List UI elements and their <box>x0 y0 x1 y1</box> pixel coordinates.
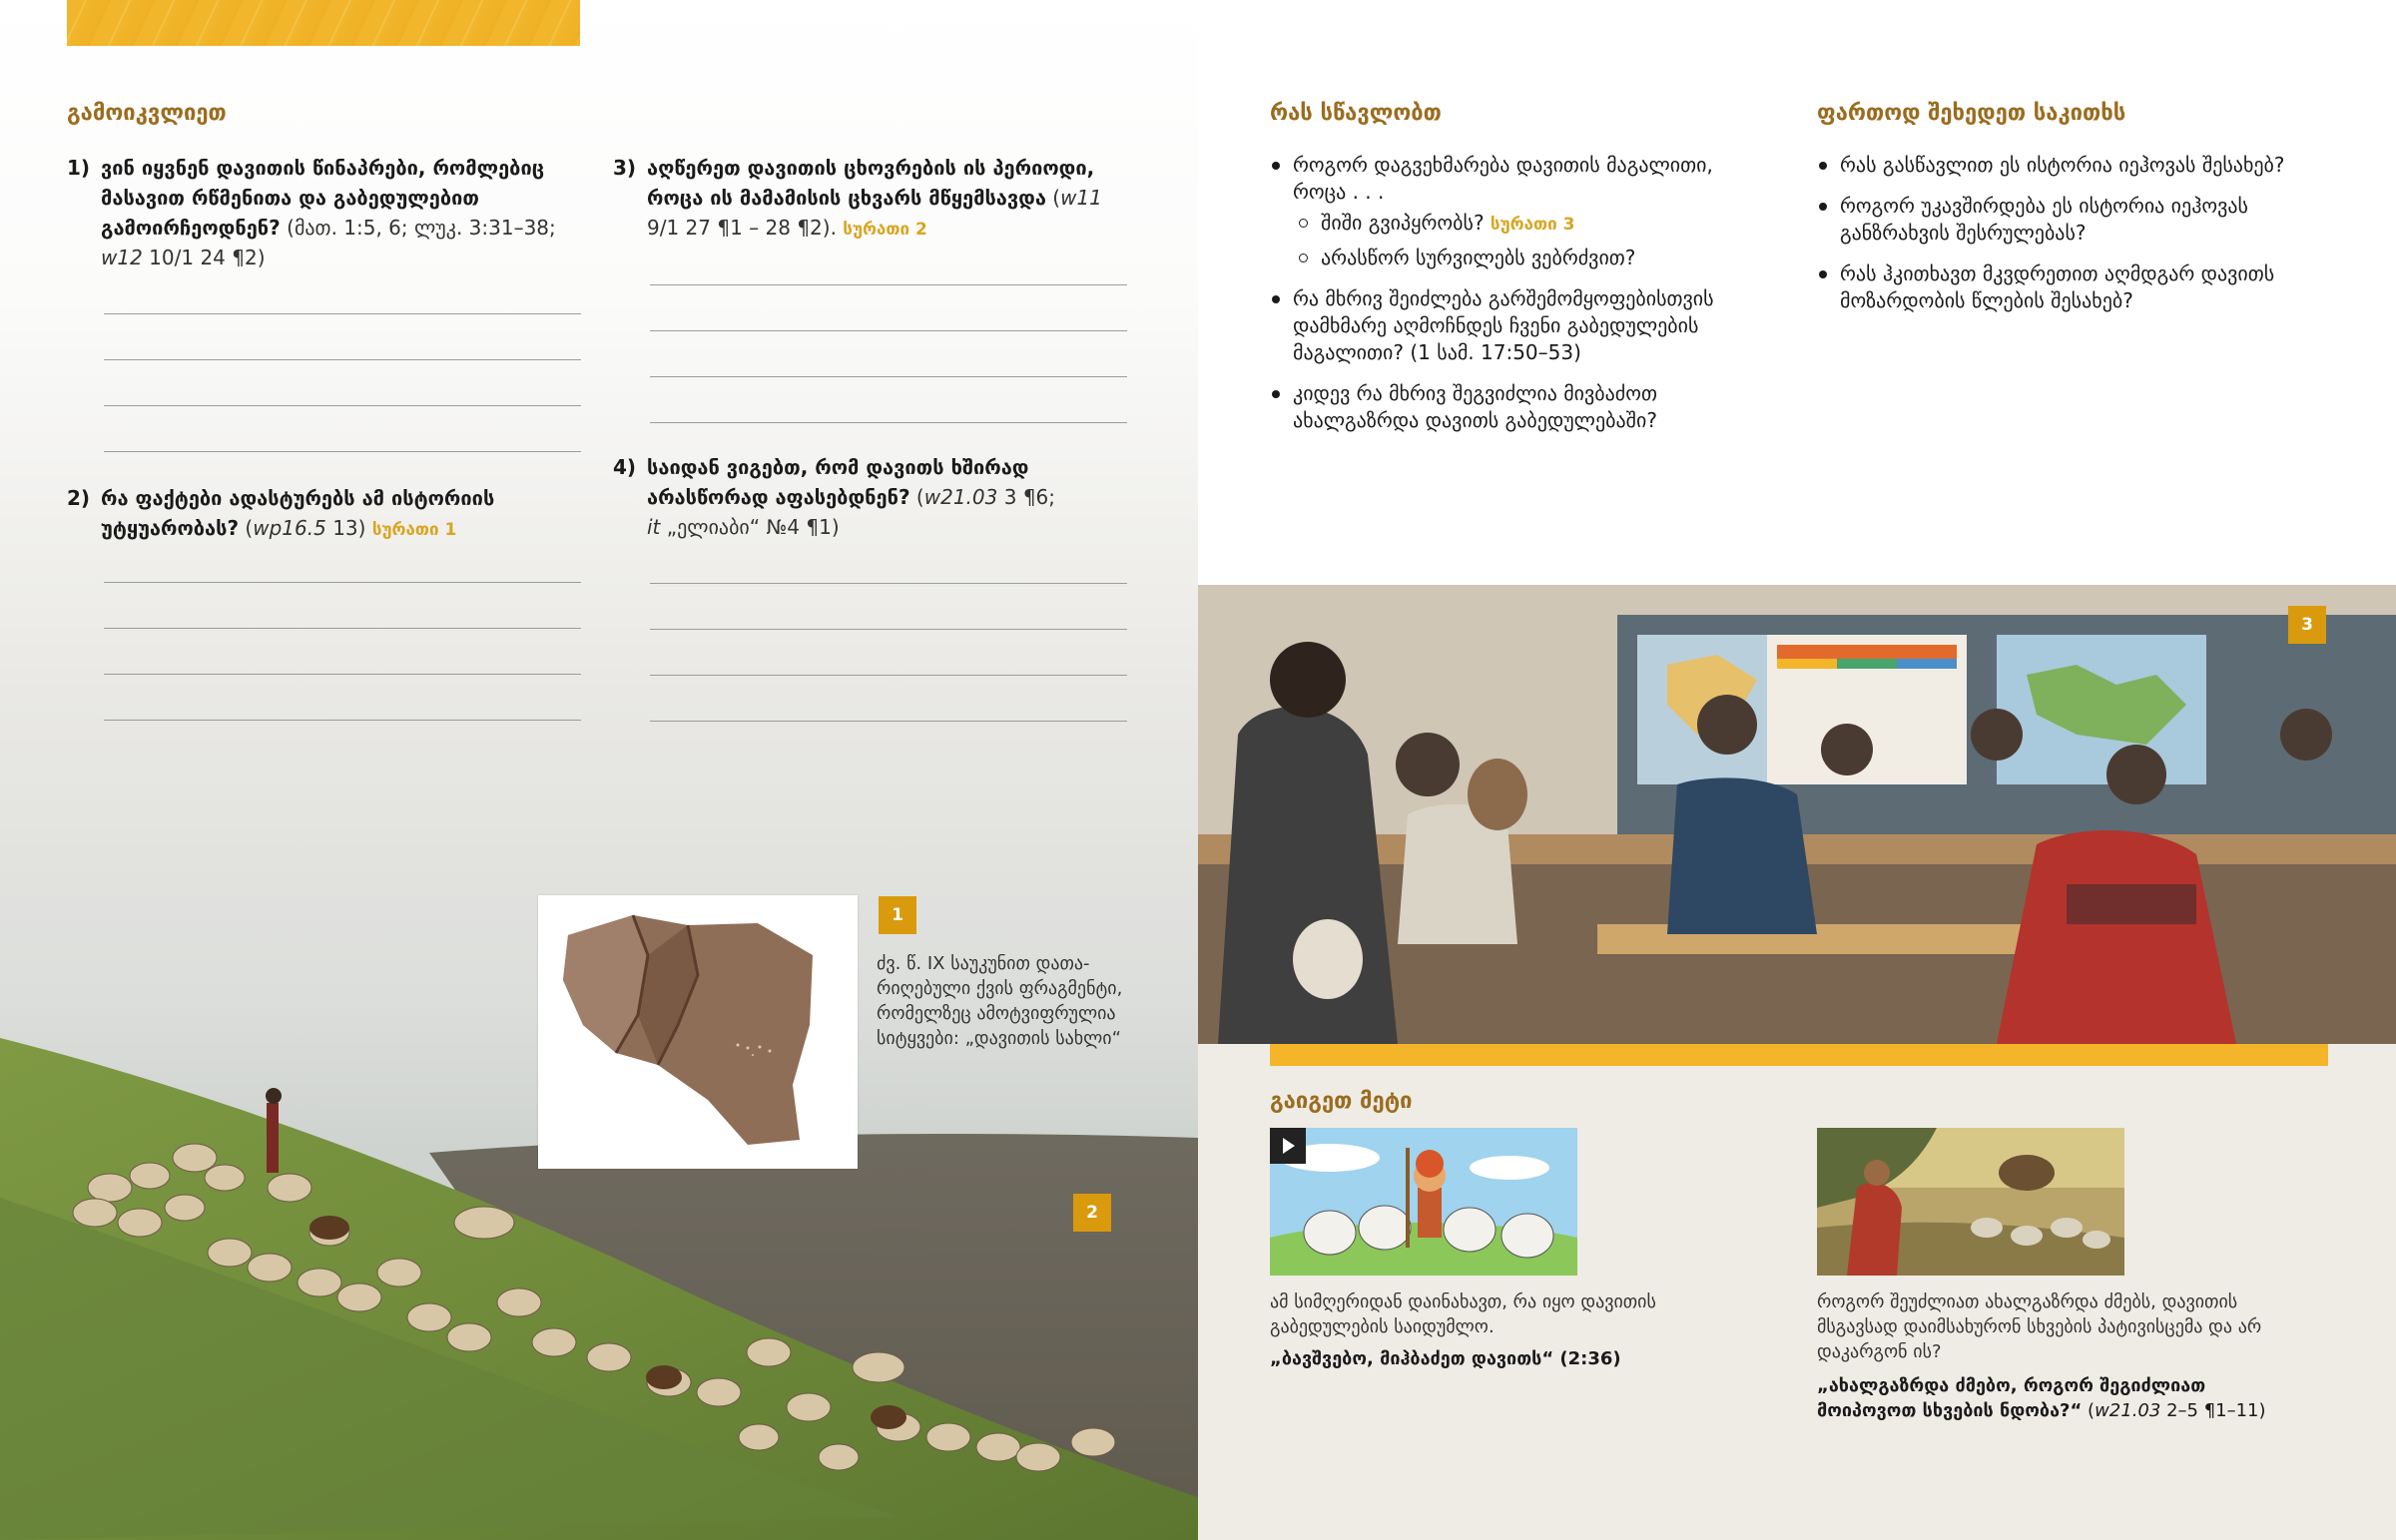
learn-sublist <box>1293 210 1769 271</box>
play-icon[interactable] <box>1270 1128 1306 1164</box>
david-lion-painting-image <box>1817 1128 2124 1276</box>
question-text: აღწერეთ დავითის ცხოვრების ის პერიოდი, როცა ის მამამისის ცხვარს მწყემსავდა <box>647 156 1095 210</box>
cartoon-david-sheep-image <box>1270 1128 1577 1276</box>
question-text: საიდან ვიგებთ, რომ დავითს ხშირად არასწორად აფასებდნენ? <box>647 455 1029 509</box>
picture-badge-1: 1 <box>879 896 916 934</box>
question-body <box>101 483 586 545</box>
picture-badge-3: 3 <box>2288 606 2326 644</box>
article-thumbnail[interactable] <box>1817 1128 2124 1276</box>
question-number: 3) <box>613 156 637 180</box>
broad-title: ფართოდ შეხედეთ საკითხს <box>1817 101 2126 126</box>
question-text: რა ფაქტები ადასტურებს ამ ისტორიის უტყუარობას? <box>101 486 495 540</box>
question-text: ვინ იყვნენ დავითის წინაპრები, რომლებიც მასავით რწმენითა და გაბედულებით გამოირჩეოდნენ? <box>101 156 545 240</box>
article-title[interactable]: „ახალგაზრდა ძმებო, როგორ შეგიძლიათ მოიპოვოთ სხვების ნდობა?“ <box>1817 1375 2206 1421</box>
question-reference: ( <box>909 485 924 509</box>
learn-item-text: კიდევ რა მხრივ შეგვიძლია მივბაძოთ ახალგაზრდა დავითს გაბედულებაში? <box>1293 381 1657 432</box>
learn-item-text: როგორ დაგვეხმარება დავითის მაგალითი, როცა . . . <box>1293 153 1713 204</box>
stone-fragment-photo <box>538 895 858 1169</box>
classroom-illustration <box>1198 585 2396 1044</box>
reference-detail: 3 ¶6; <box>997 485 1056 509</box>
learn-subitem-text: არასწორ სურვილებს ვებრძვით? <box>1321 246 1636 269</box>
explore-title: გამოიკვლიეთ <box>67 101 227 126</box>
broad-list <box>1817 152 2336 328</box>
learn-item <box>1270 152 1769 271</box>
question-reference: ( <box>1045 186 1061 210</box>
reference-publication: wp16.5 <box>253 516 326 540</box>
answer-lines-2[interactable] <box>104 582 581 766</box>
reference-detail-2: „ელიაბი“ №4 ¶1) <box>660 515 840 539</box>
question-number: 1) <box>67 156 91 180</box>
stone-fragment-image <box>538 895 858 1169</box>
reference-publication-2: it <box>647 515 661 539</box>
answer-lines-1[interactable] <box>104 313 581 497</box>
learn-item-text: რა მხრივ შეიძლება გარშემომყოფებისთვის დამხმარე აღმოჩნდეს ჩვენი გაბედულების მაგალითი? (1 სამ. 17:50–53) <box>1293 286 1714 364</box>
reference-detail: 13) <box>325 516 372 540</box>
picture-badge-2: 2 <box>1073 1194 1111 1232</box>
picture-tag[interactable]: სურათი 3 <box>1490 215 1575 235</box>
learn-subitem <box>1293 210 1769 239</box>
reference-detail: 9/1 27 ¶1 – 28 ¶2). <box>647 216 844 240</box>
reference-publication: w11 <box>1060 186 1102 210</box>
answer-lines-3[interactable] <box>650 284 1127 468</box>
more-title: გაიგეთ მეტი <box>1270 1089 1413 1114</box>
article-reference: ( <box>2082 1400 2096 1421</box>
learn-item <box>1270 380 1769 434</box>
question-number: 2) <box>67 486 91 510</box>
artifact-caption: ძვ. წ. IX საუკუნით დათა-რიღებული ქვის ფრაგმენტი, რომელზეც ამოტვიფრულია სიტყვები: „დავითის სახლი“ <box>877 953 1123 1049</box>
video-description: ამ სიმღერიდან დაინახავთ, რა იყო დავითის გაბედულების საიდუმლო. <box>1270 1291 1656 1337</box>
broad-item: რას გასწავლით ეს ისტორია იეჰოვას შესახებ? <box>1817 152 2336 179</box>
accent-bar <box>1270 1044 2328 1066</box>
broad-item: რას ჰკითხავთ მკვდრეთით აღმდგარ დავითს მოზარდობის წლების შესახებ? <box>1817 260 2336 314</box>
reference-publication: w12 <box>101 246 143 269</box>
reference-publication: w21.03 <box>923 485 998 509</box>
article-reference-detail: 2–5 ¶1–11) <box>2160 1400 2266 1421</box>
article-link[interactable] <box>1817 1373 2296 1423</box>
question-reference: ( <box>239 516 254 540</box>
learn-more-panel <box>1198 1044 2396 1540</box>
broad-item: როგორ უკავშირდება ეს ისტორია იეჰოვას განზრახვის შესრულებას? <box>1817 193 2336 247</box>
video-thumbnail[interactable] <box>1270 1128 1577 1276</box>
picture-tag[interactable]: სურათი 2 <box>843 220 927 240</box>
question-reference: (მათ. 1:5, 6; ლუკ. 3:31–38; <box>280 216 556 240</box>
learn-subitem <box>1293 245 1769 271</box>
question-body <box>647 452 1132 542</box>
reference-detail: 10/1 24 ¶2) <box>142 246 266 269</box>
question-number: 4) <box>613 455 637 479</box>
classroom-photo <box>1198 585 2396 1044</box>
learn-subitem-text: შიში გვიპყრობს? <box>1321 211 1491 235</box>
learn-item <box>1270 285 1769 366</box>
article-reference-publication: w21.03 <box>2095 1400 2161 1421</box>
answer-lines-4[interactable] <box>650 583 1127 767</box>
learn-title: რას სწავლობთ <box>1270 101 1442 126</box>
video-link[interactable]: „ბავშვებო, მიჰბაძეთ დავითს“ (2:36) <box>1270 1348 1621 1369</box>
header-band <box>67 0 580 46</box>
learn-list <box>1270 152 1769 448</box>
question-body <box>101 153 586 272</box>
picture-tag[interactable]: სურათი 1 <box>371 520 457 540</box>
article-description: როგორ შეუძლიათ ახალგაზრდა ძმებს, დავითის მსგავსად დაიმსახურონ სხვების პატივისცემა და არ დაკარგონ ის? <box>1817 1291 2262 1362</box>
question-body <box>647 153 1132 245</box>
